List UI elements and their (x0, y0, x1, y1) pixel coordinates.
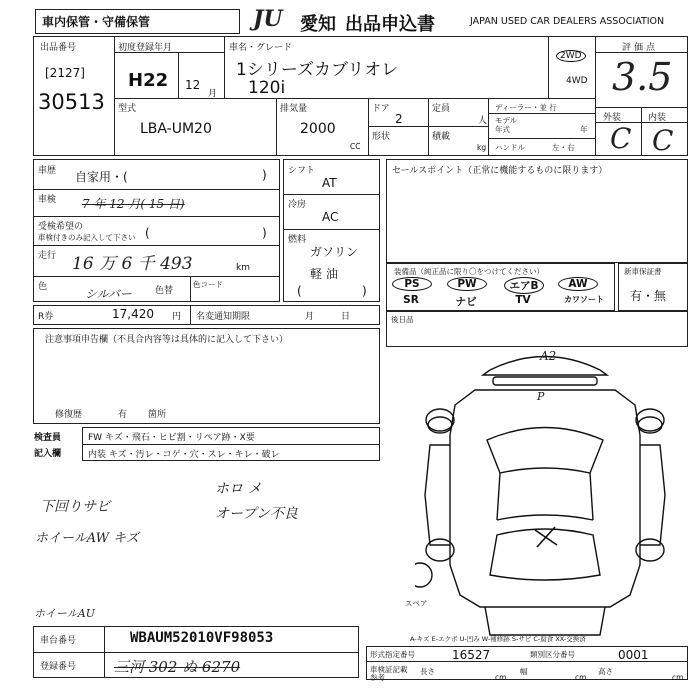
type-value: LBA-UM20 (140, 121, 212, 137)
org-name: 愛知 (300, 14, 336, 35)
spare-tire-icon (415, 563, 432, 587)
mileage-value: 16 万 6 千 493 (72, 254, 193, 274)
model-year-label: モデル 年式 (495, 116, 518, 134)
shape-label: 形状 (372, 132, 391, 142)
handle-label: ハンドル (495, 143, 525, 152)
chassis-value: WBAUM52010VF98053 (130, 630, 274, 646)
car-diagram (415, 345, 695, 645)
dims-label: 車検証記載 (370, 665, 408, 674)
model-grade: 120i (248, 78, 286, 98)
fuel-diesel: 軽 油 (310, 267, 338, 281)
doors-value: 2 (395, 112, 403, 126)
fuel-label: 燃料 (288, 235, 307, 245)
registration-year: H22 (128, 70, 169, 91)
displacement-value: 2000 (300, 121, 336, 137)
lot-code: [2127] (45, 66, 85, 80)
lot-label: 出品番号 (40, 43, 77, 53)
color-value: シルバー (85, 287, 132, 301)
fuel-gas: ガソリン (310, 245, 359, 259)
ju-logo (253, 6, 283, 32)
registration-label: 初度登録年月 (118, 43, 173, 53)
form-title: 出品申込書 (345, 14, 435, 35)
dims-unit-1: cm (495, 673, 507, 682)
equip-ps: PS (392, 277, 432, 291)
buyer-note-sub: 車検付きのみ記入して下さい (38, 233, 136, 242)
deadline-unit: 月 日 (305, 312, 351, 322)
capacity-label: 定員 (432, 104, 451, 114)
spare-label: スペア (405, 599, 428, 608)
model-name: 1シリーズカブリオレ (236, 60, 399, 80)
load-label: 積載 (432, 132, 451, 142)
capacity-unit: 人 (478, 116, 488, 126)
fuel-close: ) (362, 284, 367, 298)
fuel-open: ( (297, 284, 302, 298)
dims-height: 高さ (598, 667, 613, 676)
note-roof: ホロ メ (215, 481, 262, 497)
type-label: 型式 (118, 104, 137, 114)
dims-width: 幅 (520, 667, 528, 676)
equip-navi: ナビ (455, 296, 477, 308)
interior-row: 内装 キズ・汚レ・コゲ・穴・スレ・キレ・破レ (88, 450, 280, 460)
exterior-label: 外装 (603, 113, 622, 123)
score-label: 評価点 (622, 43, 659, 53)
shift-label: シフト (288, 166, 316, 176)
equip-aw: AW (558, 277, 598, 291)
windshield (487, 428, 603, 474)
sales-point-label: セールスポイント（正常に機能するものに限ります） (392, 166, 608, 176)
drive-4wd: 4WD (566, 76, 588, 86)
form-number-label: 形式指定番号 (370, 650, 415, 659)
interior-label: 内装 (648, 113, 667, 123)
inspection-value: 7 年 12 月( 15 日) (82, 197, 185, 211)
equip-pw: PW (447, 277, 487, 291)
color-label: 色 (38, 282, 48, 292)
deadline-label: 名変通知期限 (196, 312, 251, 322)
plate-value: 三河 302 ぬ 6270 (114, 658, 241, 676)
repair-label: 修復歴 (55, 410, 83, 420)
dims-ref: 参考 (370, 673, 385, 682)
buyer-note-label: 受検希望の (38, 222, 84, 232)
registration-month: 12 (185, 78, 201, 92)
interior-grade: C (652, 124, 674, 157)
buyer-note-open: ( (145, 226, 150, 240)
car-body-outline (450, 390, 640, 607)
aircon-value: AC (322, 210, 339, 224)
dealer-label: ディーラー・並 行 (495, 103, 557, 112)
equipment-label: 装備品（純正品に限り〇をつけてください） (394, 267, 544, 276)
post-notes-label: 後日品 (391, 315, 414, 324)
equip-sr: SR (403, 294, 419, 306)
category-label: 類別区分番号 (530, 650, 575, 659)
dims-unit-2: cm (575, 673, 587, 682)
english-title: JAPAN USED CAR DEALERS ASSOCIATION (470, 16, 665, 27)
history-value: 自家用・( (75, 170, 128, 184)
aircon-label: 冷房 (288, 200, 307, 210)
repair-place: 箇所 (148, 410, 167, 420)
color-code-label: 色コード (193, 280, 223, 289)
rear-bumper (485, 607, 605, 635)
exterior-grade: C (610, 122, 632, 155)
registration-month-unit: 月 (208, 89, 218, 99)
chassis-label: 車台番号 (40, 636, 77, 646)
inspector-label-2: 記入欄 (34, 449, 62, 459)
tax-label: R券 (38, 312, 54, 322)
repair-value: 有 (118, 410, 128, 420)
storage-note-box (35, 9, 240, 34)
damage-legend: A-キズ E-エクボ U-凹み W-補修跡 S-サビ C-腐食 XX-交換済 (410, 635, 586, 643)
note-under: 下回りサビ (40, 499, 110, 515)
displacement-unit: CC (350, 142, 361, 151)
damage-x-mark (535, 527, 557, 547)
lot-number: 30513 (38, 90, 105, 114)
ju-logo-mark: JU (253, 6, 283, 32)
displacement-label: 排気量 (280, 104, 308, 114)
note-open: オープン不良 (215, 506, 298, 522)
model-year-unit: 年 (580, 125, 588, 134)
fw-row: FW キズ・飛石・ヒビ割・リペア跡・X要 (88, 433, 255, 443)
dims-length: 長さ (420, 667, 435, 676)
load-unit: kg (477, 143, 487, 152)
mark-p: P (537, 390, 545, 403)
score-value: 3.5 (612, 55, 673, 99)
history-label: 車歴 (38, 166, 57, 176)
model-label: 車名・グレード (229, 43, 293, 53)
form-number-value: 16527 (452, 648, 491, 662)
shift-value: AT (322, 176, 337, 190)
tax-value: 17,420 (112, 307, 154, 321)
equip-tv: TV (515, 294, 531, 306)
notes-label: 注意事項申告欄（不具合内容等は具体的に記入して下さい） (45, 335, 289, 345)
mileage-label: 走行 (38, 251, 57, 261)
mark-a2: A2 (540, 349, 557, 363)
buyer-note-close: ) (262, 226, 267, 240)
mileage-unit: km (236, 263, 250, 273)
warranty-value: 有・無 (630, 289, 667, 303)
color-change-label: 色替 (155, 286, 174, 296)
plate-label: 登録番号 (40, 662, 77, 672)
equip-cassette: カワソート (564, 295, 604, 304)
note-wheel: ホイールAW キズ (35, 531, 139, 546)
warranty-label: 新車保証書 (624, 267, 662, 276)
category-value: 0001 (618, 648, 649, 662)
doors-label: ドア (372, 104, 390, 114)
history-close: ) (262, 168, 267, 182)
storage-note: 車内保管・守備保管 (42, 15, 151, 29)
inspector-label: 検査員 (34, 433, 62, 443)
drive-2wd: 2WD (556, 50, 586, 62)
post-notes-box (386, 311, 688, 347)
equip-airbag: エアB (504, 277, 544, 294)
inspection-label: 車検 (38, 195, 57, 205)
note-bottom: ホイールAU (34, 607, 95, 620)
tax-unit: 円 (172, 312, 182, 322)
handle-value: 左・右 (552, 143, 575, 152)
dims-unit-3: cm (672, 673, 684, 682)
